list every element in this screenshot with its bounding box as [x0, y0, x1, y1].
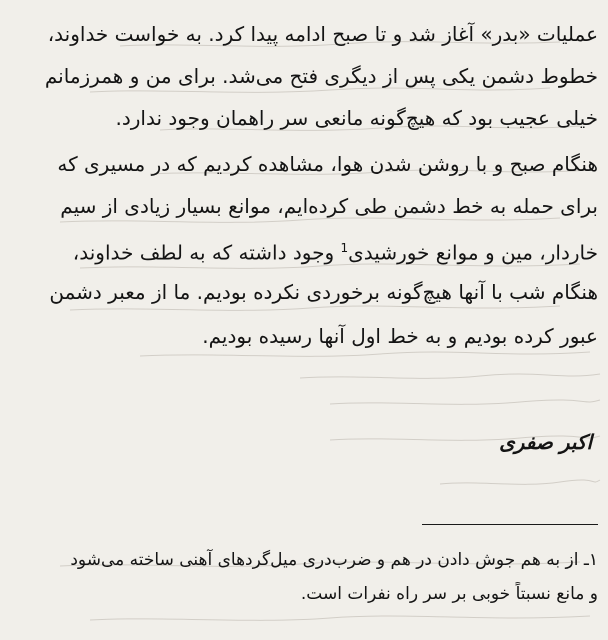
- paragraph-1-line-1: عملیات «بدر» آغاز شد و تا صبح ادامه پیدا کرد. به خواست خداوند،: [47, 22, 598, 46]
- paragraph-2-line-2: برای حمله به خط دشمن طی کرده‌ایم، موانع بسیار زیادی از سیم: [60, 194, 598, 218]
- author-signature: اکبر صفری: [499, 430, 592, 454]
- paragraph-1-line-2: خطوط دشمن یکی پس از دیگری فتح می‌شد. برای من و همرزمانم: [44, 64, 598, 88]
- footnote-line-1: ۱ـ از به هم جوش دادن در هم و ضرب‌دری میل‌گردهای آهنی ساخته می‌شود: [70, 550, 598, 570]
- paragraph-2-line-3-end: وجود داشته که به لطف خداوند،: [72, 240, 341, 265]
- paragraph-2-line-3-start: خاردار، مین و موانع خورشیدی: [348, 240, 598, 265]
- paragraph-2-line-3: [10, 234, 598, 267]
- paragraph-1-line-3: خیلی عجیب بود که هیچ‌گونه مانعی سر راهمان وجود ندارد.: [115, 106, 598, 130]
- paragraph-2-line-5: عبور کرده بودیم و به خط اول آنها رسیده بودیم.: [202, 324, 598, 348]
- paragraph-2-line-1: هنگام صبح و با روشن شدن هوا، مشاهده کردیم که در مسیری که: [57, 152, 598, 176]
- footnote-line-2: و مانع نسبتاً خوبی بر سر راه نفرات است.: [300, 584, 598, 604]
- footnote-separator: [422, 524, 598, 525]
- paragraph-2-line-4: هنگام شب با آنها هیچ‌گونه برخوردی نکرده بودیم. ما از معبر دشمن: [49, 280, 598, 304]
- footnote-reference: 1: [340, 241, 349, 255]
